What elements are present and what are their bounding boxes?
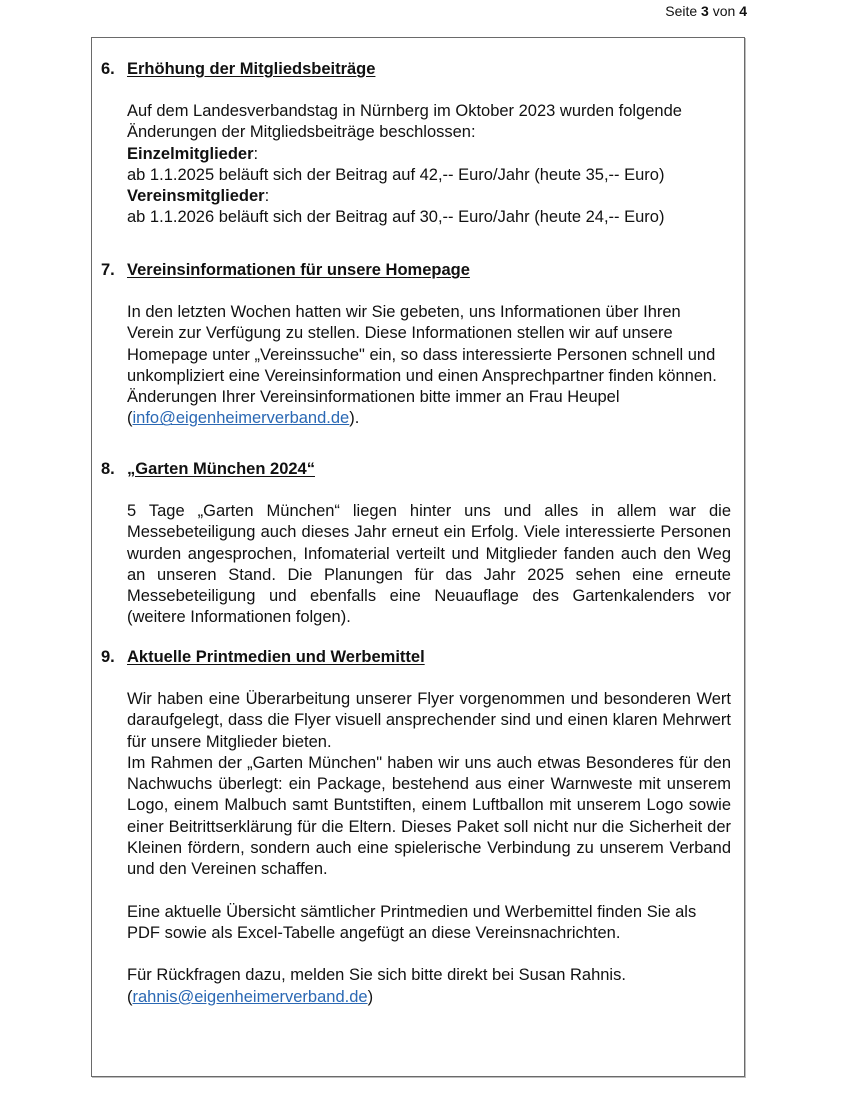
total-pages: 4 — [739, 3, 747, 19]
section-body — [127, 302, 731, 430]
body-text: Eine aktuelle Übersicht sämtlicher Printmedien und Werbemittel finden Sie als PDF sowie als Excel-Tabelle angefügt an diese Vereinsnachrichten. — [127, 902, 697, 942]
page-separator: von — [708, 3, 740, 19]
page-number — [665, 3, 747, 19]
body-text: 5 Tage „Garten München“ liegen hinter uns und alles in allem war die Messebeteiligung auch dieses Jahr erneut ein Erfolg. Viele interessierte Personen wurden angesprochen, Infomaterial verteilt und Mitglieder fanden auch den Weg an unseren Stand. Die Planungen für das Jahr 2025 sehen eine erneute Messebeteiligung und ebenfalls eine Neuauflage des Gartenkalenders vor (weitere Informationen folgen). — [127, 502, 731, 627]
section-heading — [101, 459, 731, 479]
paren-open: ( — [127, 987, 133, 1006]
fee-text: ab 1.1.2025 beläuft sich der Beitrag auf 42,-- Euro/Jahr (heute 35,-- Euro) — [127, 165, 665, 184]
section-8 — [101, 459, 731, 629]
section-title: Erhöhung der Mitgliedsbeiträge — [127, 60, 376, 78]
paren-open: ( — [127, 409, 133, 428]
section-title: „Garten München 2024“ — [127, 460, 315, 478]
fee-label: Vereinsmitglieder — [127, 187, 265, 206]
fee-text: ab 1.1.2026 beläuft sich der Beitrag auf 30,-- Euro/Jahr (heute 24,-- Euro) — [127, 208, 665, 227]
page-label: Seite — [665, 3, 702, 19]
email-link-rahnis[interactable]: rahnis@eigenheimerverband.de — [132, 987, 368, 1006]
section-number: 6. — [101, 60, 115, 78]
section-body — [127, 689, 731, 1008]
fee-item-individual — [127, 144, 731, 165]
paren-close: ). — [349, 409, 360, 428]
section-number: 7. — [101, 261, 115, 279]
contact-line — [127, 987, 731, 1008]
content-frame — [91, 37, 745, 1077]
section-9 — [101, 647, 731, 1008]
body-text: Wir haben eine Überarbeitung unserer Flyer vorgenommen und besonderen Wert daraufgelegt, dass die Flyer visuell ansprechender sind und einen klaren Mehrwert für unsere Mitglieder bieten. — [127, 690, 731, 751]
fee-label: Einzelmitglieder — [127, 144, 254, 163]
fee-item-club — [127, 186, 731, 207]
body-text: In den letzten Wochen hatten wir Sie gebeten, uns Informationen über Ihren Verein zur Verfügung zu stellen. Diese Informationen stellen wir auf unsere Homepage unter „Vereinssuche" ein, so dass interessierte Personen schnell und unkompliziert eine Vereinsinformation und einen Ansprechpartner finden können. Änderungen Ihrer Vereinsinformationen bitte immer an Frau Heupel — [127, 303, 717, 407]
body-text: Für Rückfragen dazu, melden Sie sich bitte direkt bei Susan Rahnis. — [127, 966, 626, 985]
intro-text: Auf dem Landesverbandstag in Nürnberg im Oktober 2023 wurden folgende Änderungen der Mitgliedsbeiträge beschlossen: — [127, 102, 682, 142]
section-number: 9. — [101, 648, 115, 666]
label-colon: : — [264, 187, 270, 206]
section-body — [127, 101, 731, 229]
section-heading — [101, 260, 731, 280]
section-body — [127, 501, 731, 629]
label-colon: : — [253, 144, 259, 163]
section-heading — [101, 59, 731, 79]
body-text: Im Rahmen der „Garten München" haben wir uns auch etwas Besonderes für den Nachwuchs überlegt: ein Package, bestehend aus einer Warnweste mit unserem Logo, einem Malbuch samt Buntstiften, einem Luftballon mit unserem Logo sowie einer Beitrittserklärung für die Eltern. Dieses Paket soll nicht nur die Sicherheit der Kleinen fördern, sondern auch eine spielerische Verbindung zu unserem Verband und den Vereinen schaffen. — [127, 753, 731, 879]
section-title: Aktuelle Printmedien und Werbemittel — [127, 648, 425, 666]
paren-close: ) — [367, 987, 374, 1006]
contact-line — [127, 408, 731, 429]
current-page: 3 — [701, 3, 709, 19]
email-link-info[interactable]: info@eigenheimerverband.de — [132, 409, 350, 428]
section-heading — [101, 647, 731, 667]
section-7 — [101, 260, 731, 430]
section-6 — [101, 59, 731, 229]
section-title: Vereinsinformationen für unsere Homepage — [127, 261, 470, 279]
section-number: 8. — [101, 460, 115, 478]
